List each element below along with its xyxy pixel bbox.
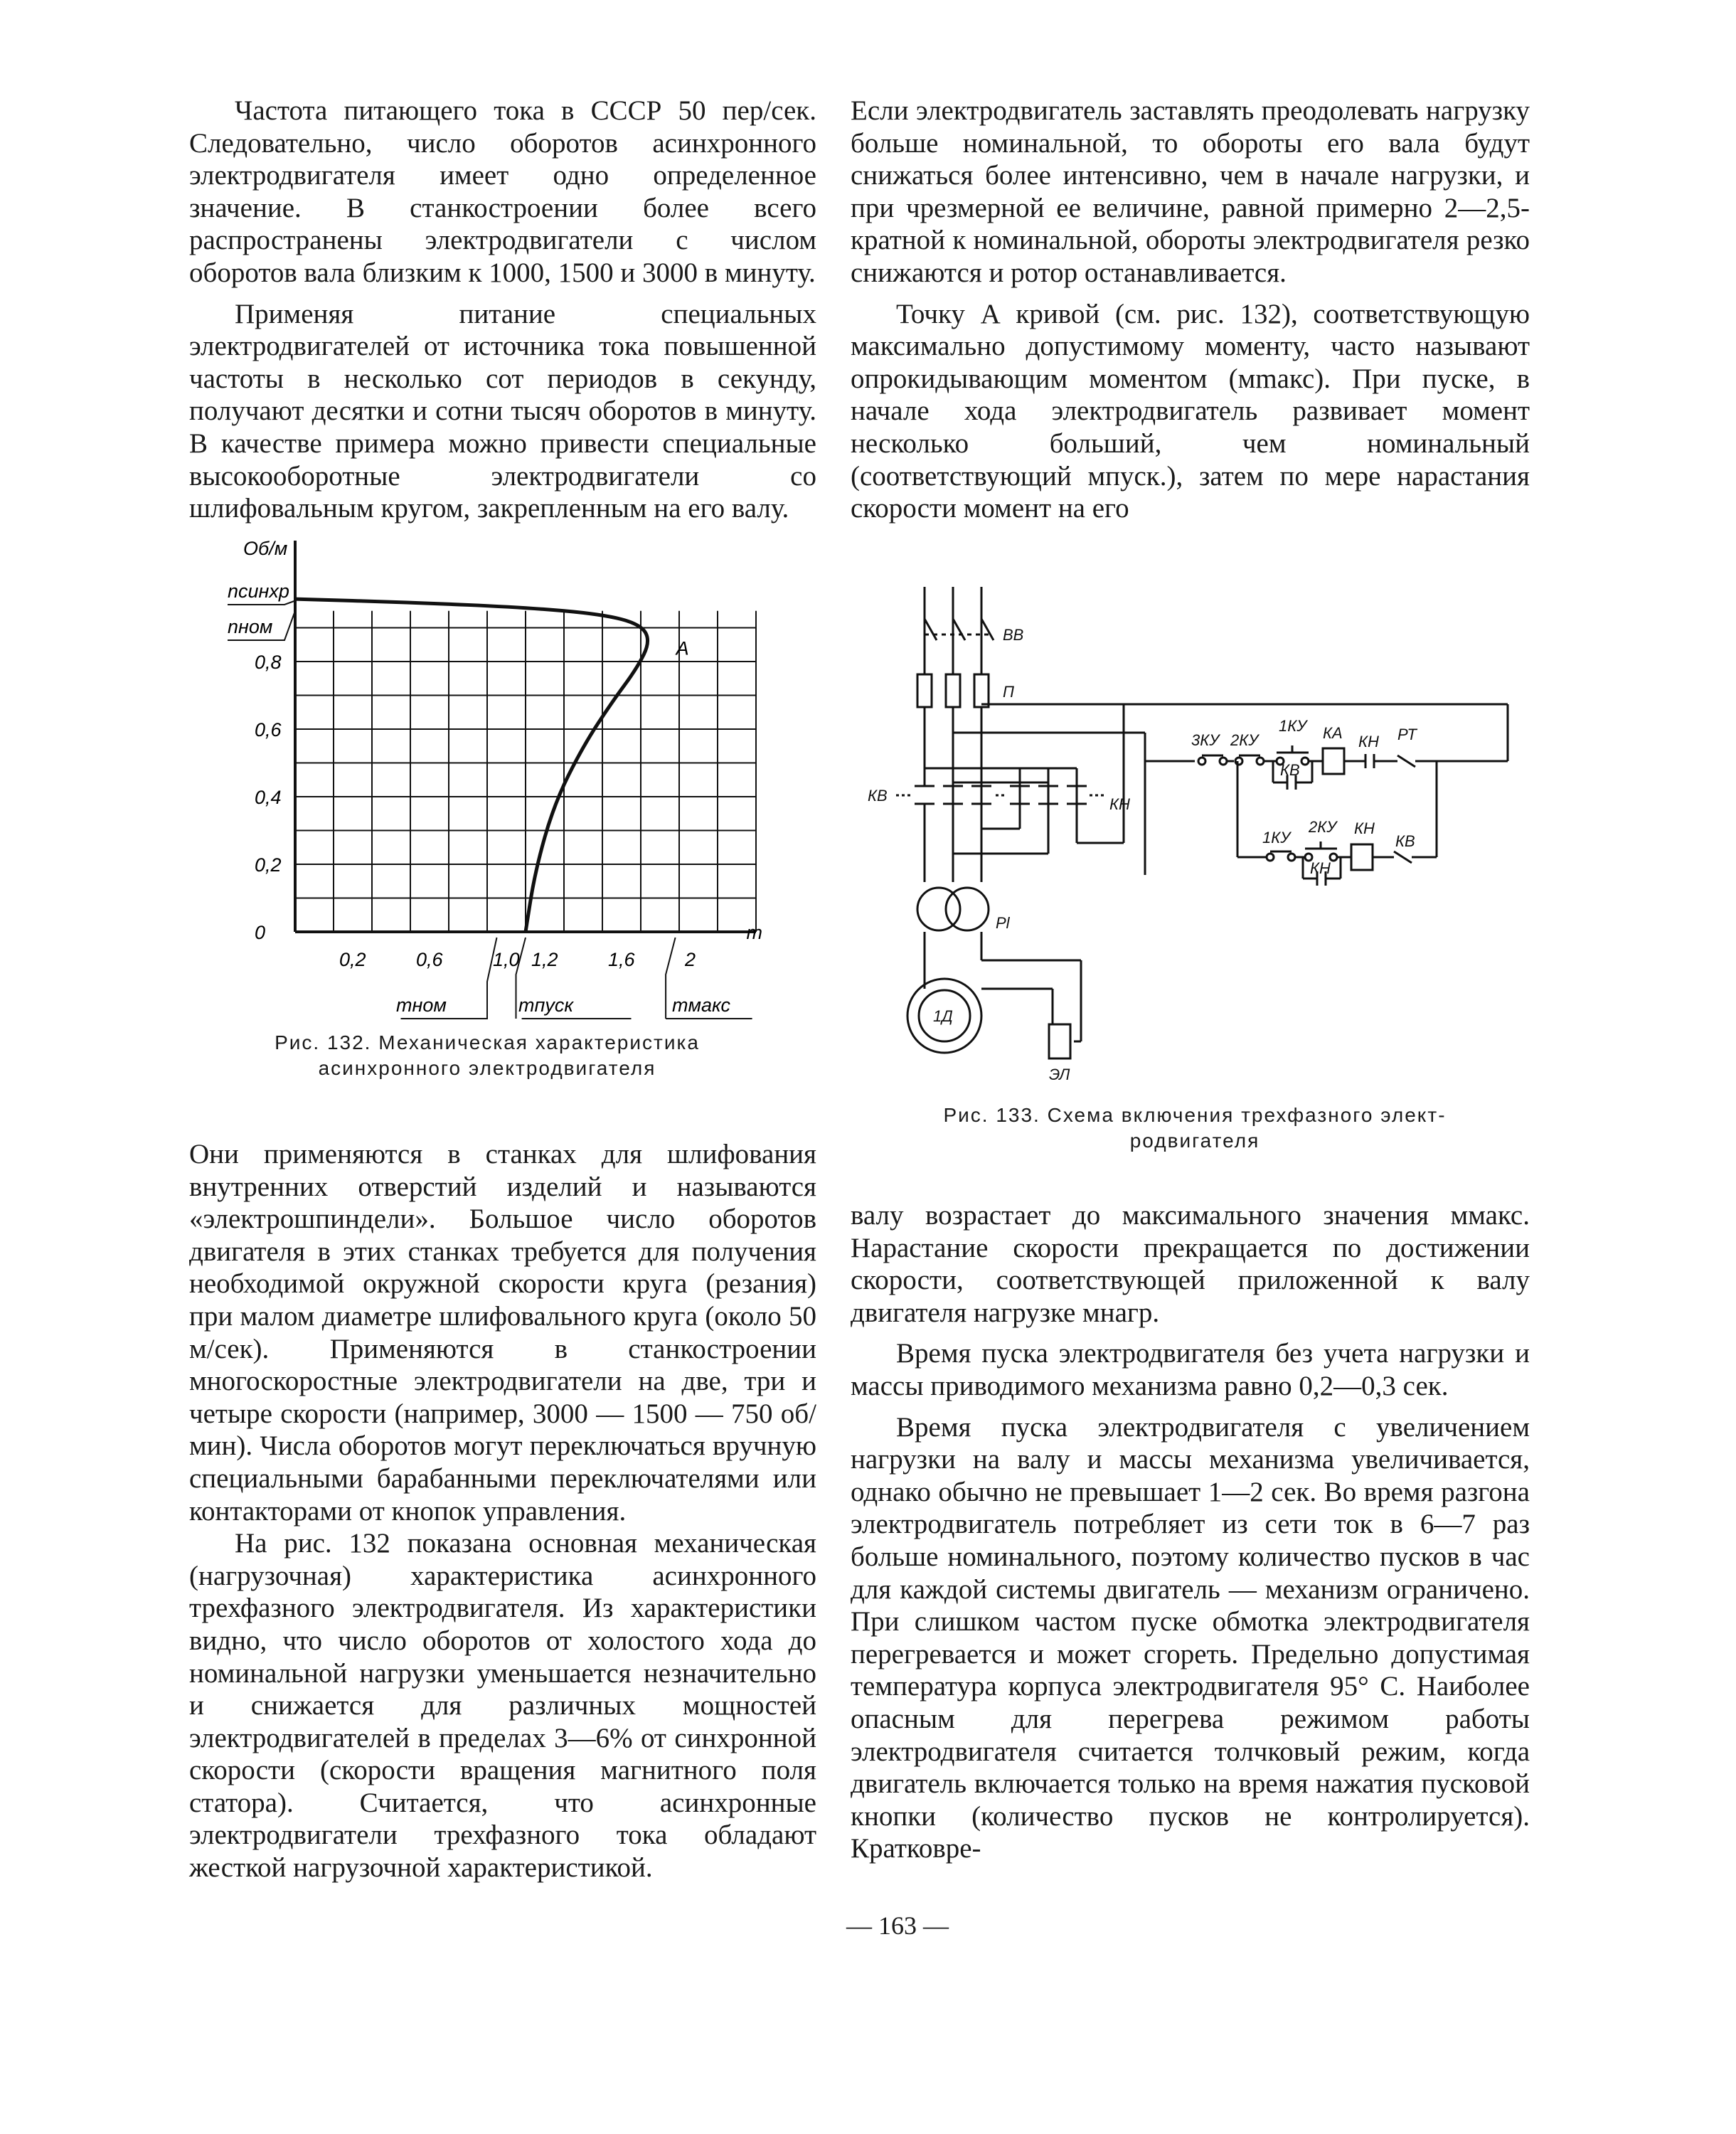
- label-3ku: 3КУ: [1191, 731, 1220, 749]
- left-column-top: [189, 95, 816, 525]
- x-tick-label: 0,6: [416, 949, 443, 970]
- label-kv-left: КВ: [868, 787, 888, 805]
- right-column-bottom: [851, 1199, 1530, 1865]
- x-axis-unit: m: [746, 922, 762, 943]
- y-tick-label: 0,6: [255, 719, 282, 740]
- m-pusk-label: mпуск: [518, 994, 574, 1016]
- y-tick-label: 0,2: [255, 854, 282, 876]
- caption-line: Рис. 133. Схема включения трехфазного элект-: [943, 1104, 1447, 1126]
- characteristic-curve: [295, 599, 648, 932]
- n-nom-label: nном: [228, 616, 273, 637]
- paragraph: Применяя питание специальных электродвигателей от источника тока повышенной частоты в несколько сот периодов в секунду, получают десятки и сотни тысяч оборотов в минуту. В качестве примера можно привести специальные высокооборотные электродвигатели со шлифовальным кругом, закрепленным на его валу.: [189, 298, 816, 524]
- paragraph: Они применяются в станках для шлифования внутренних отверстий изделий и называются «электрошпиндели». Большое число оборотов двигателя в этих станках требуется для получения необходимой окружной скорости круга (резания) при малом диаметре шлифовального круга (около 50 м/сек). Применяются в станкостроении многоскоростные электродвигатели на две, три и четыре скорости (например, 3000 — 1500 — 750 об/мин). Числа оборотов могут переключаться вручную специальными барабанными переключателями или контакторами от кнопок управления.: [189, 1139, 816, 1527]
- label-kv-contact: КВ: [1280, 761, 1300, 779]
- y-tick-label: 0: [255, 922, 266, 943]
- label-ka: КА: [1323, 724, 1343, 742]
- label-kn-contact: КН: [1310, 859, 1331, 877]
- paragraph: Время пуска электродвигателя с увеличением нагрузки на валу и массы механизма увеличивается, однако обычно не превышает 1—2 сек. Во время разгона электродвигатель потребляет из сети ток в 6—7 раз больше номинального, поэтому количество пусков в час для каждой системы двигатель — механизм ограничено. При слишком частом пуске обмотка электродвигателя перегревается и может сгореть. Предельно допустимая температура корпуса электродвигателя 95° С. Наиболее опасным для перегрева режимом работы электродвигателя считается толчковый режим, когда двигатель включается только на время нажатия пусковой кнопки (количество пусков не контролируется). Кратковре-: [851, 1411, 1530, 1864]
- figure-132-chart: [213, 526, 762, 1017]
- x-tick-label: 1,6: [608, 949, 635, 970]
- paragraph: Время пуска электродвигателя без учета нагрузки и массы приводимого механизма равно 0,2—0,3 сек.: [851, 1338, 1530, 1401]
- caption-line: Рис. 132. Механическая характеристика: [275, 1031, 700, 1053]
- label-rl: Рl: [996, 914, 1010, 932]
- label-motor: 1Д: [933, 1007, 953, 1025]
- x-tick-label: 1,0: [493, 949, 520, 970]
- right-column-top: [851, 95, 1530, 525]
- paragraph: Точку А кривой (см. рис. 132), соответствующую максимально допустимому моменту, часто называют опрокидывающим моментом (мmакс). При пуске, в начале хода электродвигатель развивает момент несколько больший, чем номинальный (соответствующий мпуск.), затем по мере нарастания скорости момент на его: [851, 298, 1530, 524]
- label-rt: РТ: [1397, 726, 1417, 743]
- label-kn-bot: КН: [1354, 819, 1375, 837]
- y-axis-unit: Об/м: [243, 538, 288, 559]
- x-tick-label: 0,2: [339, 949, 366, 970]
- x-tick-label: 2: [685, 949, 696, 970]
- label-el: ЭЛ: [1049, 1066, 1070, 1083]
- paragraph: Если электродвигатель заставлять преодолевать нагрузку больше номинальной, то обороты его вала будут снижаться более интенсивно, чем в начале нагрузки, и при чрезмерной ее величине, равной примерно 2—2,5-кратной к номинальной, обороты электродвигателя резко снижаются и ротор останавливается.: [851, 95, 1530, 288]
- page-number: — 163 —: [846, 1911, 949, 1940]
- label-kn-top: КН: [1358, 733, 1379, 750]
- figure-133-circuit: [868, 569, 1522, 1095]
- label-kv-bot: КВ: [1395, 832, 1415, 850]
- figure-133-caption: [868, 1103, 1522, 1154]
- label-1ku-top: 1КУ: [1279, 717, 1307, 735]
- point-a-label: А: [676, 637, 689, 659]
- label-p: П: [1003, 683, 1014, 701]
- m-nom-label: mном: [396, 994, 447, 1016]
- left-column-bottom: [189, 1138, 816, 1884]
- paragraph: валу возрастает до максимального значения ммакс. Нарастание скорости прекращается по достижении скорости, соответствующей приложенной к валу двигателя нагрузке мнагр.: [851, 1200, 1530, 1328]
- caption-line: асинхронного электродвигателя: [318, 1057, 656, 1079]
- label-kn-mid: КН: [1109, 795, 1130, 813]
- caption-line: родвигателя: [1129, 1130, 1260, 1152]
- label-vv: ВВ: [1003, 626, 1024, 644]
- y-tick-label: 0,4: [255, 787, 282, 808]
- y-tick-label: 0,8: [255, 652, 282, 673]
- label-2ku-bot: 2КУ: [1309, 818, 1337, 836]
- paragraph: Частота питающего тока в СССР 50 пер/сек. Следовательно, число оборотов асинхронного электродвигателя имеет одно определенное значение. В станкостроении более всего распространены электродвигатели с числом оборотов вала близким к 1000, 1500 и 3000 в минуту.: [189, 95, 816, 288]
- figure-132-caption: [206, 1030, 768, 1081]
- label-1ku-bot: 1КУ: [1262, 829, 1291, 846]
- label-2ku-top: 2КУ: [1230, 731, 1259, 749]
- x-tick-label: 1,2: [531, 949, 558, 970]
- n-sync-label: nсинхр: [228, 580, 289, 602]
- paragraph: На рис. 132 показана основная механическая (нагрузочная) характеристика асинхронного трехфазного электродвигателя. Из характеристики видно, что число оборотов от холостого хода до номинальной нагрузки уменьшается незначительно и снижается для различных мощностей электродвигателей в пределах 3—6% от синхронной скорости (скорости вращения магнитного поля статора). Считается, что асинхронные электродвигатели трехфазного тока обладают жесткой нагрузочной характеристикой.: [189, 1528, 816, 1884]
- m-maks-label: mмакс: [672, 994, 730, 1016]
